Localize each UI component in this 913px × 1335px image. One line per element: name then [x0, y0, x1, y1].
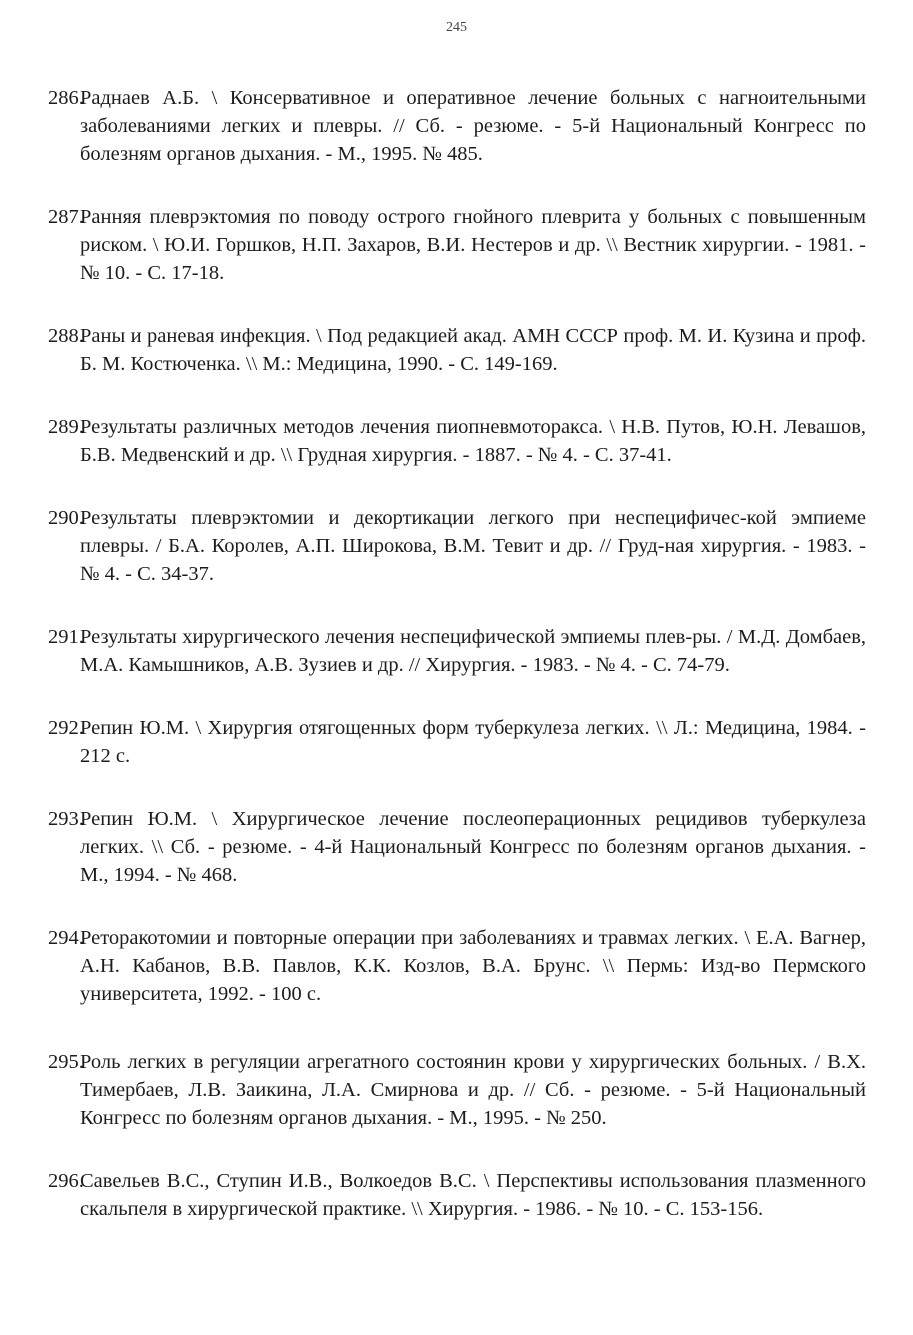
reference-number: 294.	[48, 927, 84, 949]
reference-item	[48, 924, 866, 1008]
reference-number: 296.	[48, 1170, 84, 1192]
reference-text: Репин Ю.М. \ Хирургия отягощенных форм туберкулеза легких. \\ Л.: Медицина, 1984. - 212 с.	[80, 717, 866, 767]
reference-item	[48, 714, 866, 770]
reference-number: 287.	[48, 206, 84, 228]
reference-item	[48, 623, 866, 679]
reference-number: 290.	[48, 507, 84, 529]
reference-number: 286.	[48, 87, 84, 109]
reference-list	[48, 84, 866, 1258]
reference-text: Раны и раневая инфекция. \ Под редакцией акад. АМН СССР проф. М. И. Кузина и проф. Б. М. Костюченка. \\ М.: Медицина, 1990. - С. 149-169.	[80, 325, 866, 375]
reference-number: 292.	[48, 717, 84, 739]
reference-item	[48, 1167, 866, 1223]
reference-text: Савельев В.С., Ступин И.В., Волкоедов В.С. \ Перспективы использования плазменного скальпеля в хирургической практике. \\ Хирургия. - 1986. - № 10. - С. 153-156.	[80, 1170, 866, 1220]
reference-text: Результаты плеврэктомии и декортикации легкого при неспецифичес-кой эмпиеме плевры. / Б.А. Королев, А.П. Широкова, В.М. Тевит и др. // Груд-ная хирургия. - 1983. - № 4. - С. 34-37.	[80, 507, 866, 585]
reference-text: Роль легких в регуляции агрегатного состоянин крови у хирургических больных. / В.Х. Тимербаев, Л.В. Заикина, Л.А. Смирнова и др. // Сб. - резюме. - 5-й Национальный Конгресс по болезням органов дыхания. - М., 1995. - № 250.	[80, 1051, 866, 1129]
reference-item	[48, 413, 866, 469]
reference-item	[48, 805, 866, 889]
reference-item	[48, 504, 866, 588]
reference-number: 289.	[48, 416, 84, 438]
reference-text: Реторакотомии и повторные операции при заболеваниях и травмах легких. \ Е.А. Вагнер, А.Н. Кабанов, В.В. Павлов, К.К. Козлов, В.А. Брунс. \\ Пермь: Изд-во Пермского университета, 1992. - 100 с.	[80, 927, 866, 1005]
reference-number: 288.	[48, 325, 84, 347]
reference-text: Ранняя плеврэктомия по поводу острого гнойного плеврита у больных с повышенным риском. \ Ю.И. Горшков, Н.П. Захаров, В.И. Нестеров и др. \\ Вестник хирургии. - 1981. - № 10. - С. 17-18.	[80, 206, 866, 284]
reference-item	[48, 1048, 866, 1132]
reference-text: Результаты различных методов лечения пиопневмоторакса. \ Н.В. Путов, Ю.Н. Левашов, Б.В. Медвенский и др. \\ Грудная хирургия. - 1887. - № 4. - С. 37-41.	[80, 416, 866, 466]
reference-text: Раднаев А.Б. \ Консервативное и оперативное лечение больных с нагноительными заболеваниями легких и плевры. // Сб. - резюме. - 5-й Национальный Конгресс по болезням органов дыхания. - М., 1995. № 485.	[80, 87, 866, 165]
reference-text: Репин Ю.М. \ Хирургическое лечение послеоперационных рецидивов туберкулеза легких. \\ Сб. - резюме. - 4-й Национальный Конгресс по болезням органов дыхания. - М., 1994. - № 468.	[80, 808, 866, 886]
reference-item	[48, 322, 866, 378]
reference-number: 295.	[48, 1051, 84, 1073]
reference-number: 291.	[48, 626, 84, 648]
reference-item	[48, 203, 866, 287]
page-number: 245	[446, 20, 467, 35]
reference-number: 293.	[48, 808, 84, 830]
reference-item	[48, 84, 866, 168]
reference-text: Результаты хирургического лечения неспецифической эмпиемы плев-ры. / М.Д. Домбаев, М.А. Камышников, А.В. Зузиев и др. // Хирургия. - 1983. - № 4. - С. 74-79.	[80, 626, 866, 676]
